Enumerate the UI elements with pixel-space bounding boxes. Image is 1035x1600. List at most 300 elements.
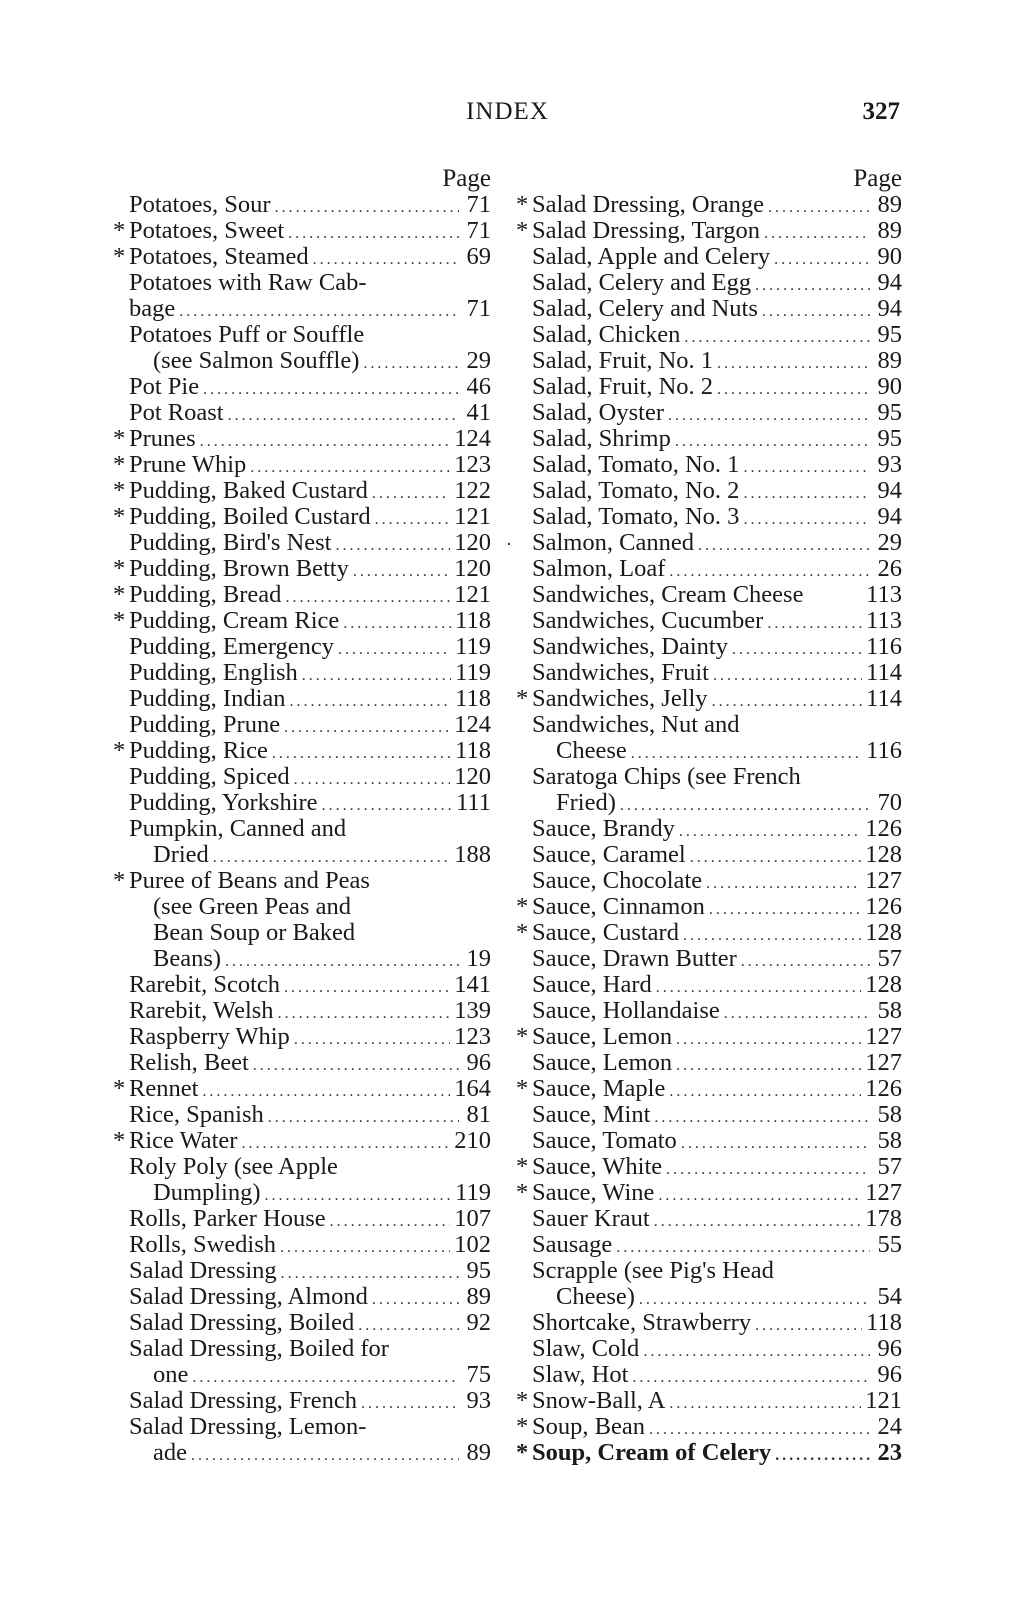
entry-text: Shortcake, Strawberry xyxy=(532,1309,752,1336)
index-entry xyxy=(516,608,902,634)
entry-text: Salad Dressing, Targon xyxy=(532,217,761,244)
entry-page-number: 120 xyxy=(454,555,491,582)
index-entry xyxy=(113,1284,491,1310)
index-entry xyxy=(113,530,491,556)
entry-text: Slaw, Hot xyxy=(532,1361,629,1388)
dot-leader xyxy=(658,1183,861,1209)
dot-leader xyxy=(275,195,459,221)
entry-page-number: 118 xyxy=(455,607,491,634)
entry-text: Scrapple (see Pig's Head xyxy=(532,1257,774,1284)
entry-page-number: 89 xyxy=(466,1439,491,1466)
dot-leader xyxy=(668,403,870,429)
entry-text: Sauce, Chocolate xyxy=(532,867,703,894)
entry-text: Salad, Apple and Celery xyxy=(532,243,771,270)
entry-text: Cheese) xyxy=(556,1283,635,1310)
entry-page-number: 23 xyxy=(877,1439,902,1466)
dot-leader xyxy=(294,1027,450,1053)
index-entry xyxy=(516,634,902,660)
entry-page-number: 93 xyxy=(466,1387,491,1414)
dot-leader xyxy=(272,741,451,767)
index-entry xyxy=(516,972,902,998)
dot-leader xyxy=(338,637,451,663)
entry-page-number: 164 xyxy=(454,1075,491,1102)
entry-marker: * xyxy=(113,243,126,270)
entry-page-number: 57 xyxy=(877,1153,902,1180)
entry-page-number: 127 xyxy=(865,1049,902,1076)
entry-marker: * xyxy=(516,919,529,946)
dot-leader xyxy=(654,1209,862,1235)
dot-leader xyxy=(681,1131,870,1157)
entry-page-number: 114 xyxy=(866,685,902,712)
entry-text: Bean Soup or Baked xyxy=(153,919,356,946)
entry-marker: * xyxy=(516,685,529,712)
dot-leader xyxy=(767,611,862,637)
entry-page-number: 111 xyxy=(456,789,491,816)
entry-text: Snow-Ball, A xyxy=(532,1387,666,1414)
dot-leader xyxy=(228,403,459,429)
entry-text: Slaw, Cold xyxy=(532,1335,640,1362)
dot-leader xyxy=(343,611,451,637)
entry-text: Sandwiches, Jelly xyxy=(532,685,708,712)
entry-text: Salad Dressing, Orange xyxy=(532,191,765,218)
entry-marker: * xyxy=(516,1439,529,1466)
entry-page-number: 41 xyxy=(466,399,491,426)
entry-text: Prune Whip xyxy=(129,451,247,478)
entry-text: Pudding, Cream Rice xyxy=(129,607,340,634)
index-entry xyxy=(113,920,491,946)
dot-leader xyxy=(669,1079,861,1105)
entry-text: Pudding, Bread xyxy=(129,581,282,608)
index-entry xyxy=(113,296,491,322)
entry-page-number: 128 xyxy=(865,841,902,868)
index-entry xyxy=(113,1024,491,1050)
dot-leader xyxy=(268,1105,459,1131)
index-entry xyxy=(113,634,491,660)
entry-page-number: 119 xyxy=(455,659,491,686)
index-entry xyxy=(113,582,491,608)
entry-marker: * xyxy=(516,1023,529,1050)
entry-text: (see Green Peas and xyxy=(153,893,351,920)
entry-page-number: 119 xyxy=(455,1179,491,1206)
index-entry xyxy=(113,270,491,296)
index-entry xyxy=(113,842,491,868)
entry-text: Salad Dressing, Lemon- xyxy=(129,1413,367,1440)
dot-leader xyxy=(288,221,459,247)
dot-leader xyxy=(724,1001,870,1027)
entry-marker: * xyxy=(113,477,126,504)
index-entry xyxy=(516,244,902,270)
entry-page-number: 90 xyxy=(877,243,902,270)
entry-page-number: 126 xyxy=(865,815,902,842)
entry-page-number: 94 xyxy=(877,503,902,530)
index-entry xyxy=(516,582,902,608)
entry-text: Sauce, Drawn Butter xyxy=(532,945,737,972)
dot-leader xyxy=(676,1053,861,1079)
index-entry xyxy=(113,1232,491,1258)
index-entry xyxy=(516,998,902,1024)
entry-text: Dried xyxy=(153,841,209,868)
entry-page-number: 58 xyxy=(877,997,902,1024)
index-entry xyxy=(516,374,902,400)
entry-page-number: 126 xyxy=(865,1075,902,1102)
entry-text: Salmon, Canned xyxy=(532,529,694,556)
index-entry xyxy=(113,1258,491,1284)
entry-page-number: 127 xyxy=(865,1179,902,1206)
dot-leader xyxy=(284,975,450,1001)
dot-leader xyxy=(335,533,450,559)
entry-marker: * xyxy=(516,1413,529,1440)
entry-text: Salad, Oyster xyxy=(532,399,664,426)
entry-text: Sauer Kraut xyxy=(532,1205,650,1232)
index-entry xyxy=(113,478,491,504)
entry-page-number: 89 xyxy=(877,217,902,244)
entry-text: bage xyxy=(129,295,176,322)
entry-text: Potatoes, Sweet xyxy=(129,217,285,244)
index-entry xyxy=(113,946,491,972)
index-entry xyxy=(516,1440,902,1466)
entry-text: Salad, Fruit, No. 1 xyxy=(532,347,714,374)
entry-text: Potatoes, Sour xyxy=(129,191,271,218)
dot-leader xyxy=(717,351,870,377)
index-entry xyxy=(113,1128,491,1154)
entry-text: Rarebit, Scotch xyxy=(129,971,281,998)
entry-page-number: 92 xyxy=(466,1309,491,1336)
entry-page-number: 119 xyxy=(455,633,491,660)
dot-leader xyxy=(363,351,459,377)
entry-text: Sauce, Cinnamon xyxy=(532,893,705,920)
dot-leader xyxy=(764,221,870,247)
entry-page-number: 120 xyxy=(454,529,491,556)
entry-text: Salad, Chicken xyxy=(532,321,681,348)
index-entry xyxy=(113,1362,491,1388)
entry-page-number: 102 xyxy=(454,1231,491,1258)
entry-text: Rolls, Swedish xyxy=(129,1231,277,1258)
entry-text: Sauce, White xyxy=(532,1153,663,1180)
entry-marker: * xyxy=(113,503,126,530)
entry-page-number: 127 xyxy=(865,867,902,894)
entry-text: Salad Dressing, Boiled for xyxy=(129,1335,389,1362)
entry-text: Sauce, Lemon xyxy=(532,1023,673,1050)
index-entry xyxy=(113,1206,491,1232)
entry-page-number: 89 xyxy=(877,347,902,374)
index-entry xyxy=(113,764,491,790)
dot-leader xyxy=(666,1157,870,1183)
entry-page-number: 75 xyxy=(466,1361,491,1388)
entry-text: Salad Dressing xyxy=(129,1257,277,1284)
entry-page-number: 81 xyxy=(466,1101,491,1128)
entry-page-number: 121 xyxy=(865,1387,902,1414)
entry-marker: * xyxy=(113,451,126,478)
index-entry xyxy=(516,1128,902,1154)
entry-page-number: 94 xyxy=(877,477,902,504)
entry-text: Sandwiches, Nut and xyxy=(532,711,740,738)
index-column-right xyxy=(516,166,902,1466)
dot-leader xyxy=(755,273,870,299)
entry-text: Sandwiches, Fruit xyxy=(532,659,709,686)
index-entry xyxy=(113,1180,491,1206)
entry-marker: * xyxy=(113,217,126,244)
entry-text: Cheese xyxy=(556,737,627,764)
entry-text: Pudding, English xyxy=(129,659,298,686)
entry-page-number: 121 xyxy=(454,581,491,608)
entry-page-number: 90 xyxy=(877,373,902,400)
index-entry xyxy=(516,1024,902,1050)
dot-leader xyxy=(741,949,870,975)
index-entry xyxy=(113,556,491,582)
index-entry xyxy=(113,1414,491,1440)
dot-leader xyxy=(302,663,451,689)
dot-leader xyxy=(768,195,870,221)
index-entry xyxy=(516,452,902,478)
index-entry xyxy=(113,504,491,530)
entry-marker: * xyxy=(113,1075,126,1102)
entry-page-number: 89 xyxy=(877,191,902,218)
entry-page-number: 94 xyxy=(877,269,902,296)
entry-marker: * xyxy=(516,1387,529,1414)
dot-leader xyxy=(732,637,862,663)
entry-page-number: 46 xyxy=(466,373,491,400)
entry-page-number: 178 xyxy=(865,1205,902,1232)
entry-page-number: 94 xyxy=(877,295,902,322)
entry-text: Salad Dressing, French xyxy=(129,1387,357,1414)
entry-text: Sauce, Maple xyxy=(532,1075,666,1102)
entry-page-number: 29 xyxy=(466,347,491,374)
entry-text: Sauce, Lemon xyxy=(532,1049,673,1076)
entry-page-number: 95 xyxy=(877,321,902,348)
index-entry xyxy=(113,608,491,634)
index-entry xyxy=(113,322,491,348)
entry-page-number: 69 xyxy=(466,243,491,270)
index-entry xyxy=(516,1206,902,1232)
page-column-label: Page xyxy=(853,165,902,192)
entry-page-number: 95 xyxy=(877,425,902,452)
index-entry xyxy=(113,1154,491,1180)
index-entry xyxy=(113,348,491,374)
entry-page-number: 123 xyxy=(454,1023,491,1050)
index-entry xyxy=(113,218,491,244)
dot-leader xyxy=(717,377,870,403)
index-entry xyxy=(113,1440,491,1466)
entry-page-number: 188 xyxy=(454,841,491,868)
dot-leader xyxy=(330,1209,451,1235)
entry-text: Pudding, Bird's Nest xyxy=(129,529,332,556)
index-entry xyxy=(516,400,902,426)
entry-text: Sandwiches, Dainty xyxy=(532,633,728,660)
index-entry xyxy=(113,244,491,270)
entry-page-number: 123 xyxy=(454,451,491,478)
entry-page-number: 116 xyxy=(866,737,902,764)
index-entry xyxy=(516,894,902,920)
index-entry xyxy=(113,192,491,218)
entry-text: Sauce, Mint xyxy=(532,1101,651,1128)
entry-page-number: 124 xyxy=(454,711,491,738)
index-entry xyxy=(113,686,491,712)
entry-text: ade xyxy=(153,1439,187,1466)
entry-marker: * xyxy=(113,607,126,634)
dot-leader xyxy=(679,819,861,845)
entry-page-number: 139 xyxy=(454,997,491,1024)
entry-text: Saratoga Chips (see French xyxy=(532,763,801,790)
entry-text: Sauce, Hard xyxy=(532,971,652,998)
entry-text: Pudding, Emergency xyxy=(129,633,335,660)
entry-page-number: 118 xyxy=(455,737,491,764)
entry-marker: * xyxy=(516,191,529,218)
index-entry xyxy=(516,270,902,296)
entry-text: Prunes xyxy=(129,425,196,452)
entry-text: Pudding, Spiced xyxy=(129,763,290,790)
index-entry xyxy=(113,1336,491,1362)
index-entry xyxy=(113,452,491,478)
entry-marker: * xyxy=(516,1153,529,1180)
entry-text: Roly Poly (see Apple xyxy=(129,1153,338,1180)
index-entry xyxy=(113,426,491,452)
entry-text: Sauce, Wine xyxy=(532,1179,655,1206)
index-entry xyxy=(516,1154,902,1180)
index-entry xyxy=(516,1414,902,1440)
index-entry xyxy=(516,1076,902,1102)
entry-marker: * xyxy=(516,893,529,920)
entry-text: Potatoes, Steamed xyxy=(129,243,309,270)
index-entry xyxy=(516,296,902,322)
entry-marker: * xyxy=(516,1075,529,1102)
index-entry xyxy=(516,816,902,842)
entry-marker: * xyxy=(113,581,126,608)
index-entry xyxy=(113,1388,491,1414)
entry-marker: * xyxy=(113,555,126,582)
index-entry xyxy=(516,1310,902,1336)
dot-leader xyxy=(191,1443,459,1469)
index-entry xyxy=(516,530,902,556)
index-entry xyxy=(516,738,902,764)
dot-leader xyxy=(698,533,870,559)
entry-marker: * xyxy=(113,737,126,764)
dot-leader xyxy=(676,1027,861,1053)
entry-text: Pudding, Rice xyxy=(129,737,268,764)
entry-text: Pumpkin, Canned and xyxy=(129,815,347,842)
page-header xyxy=(115,98,900,138)
entry-page-number: 128 xyxy=(865,919,902,946)
index-entry xyxy=(516,192,902,218)
index-entry xyxy=(113,738,491,764)
entry-text: Salad, Tomato, No. 3 xyxy=(532,503,740,530)
entry-marker: * xyxy=(516,1179,529,1206)
entry-text: Rice, Spanish xyxy=(129,1101,264,1128)
entry-text: Salad Dressing, Boiled xyxy=(129,1309,355,1336)
entry-page-number: 71 xyxy=(466,295,491,322)
index-entry xyxy=(516,426,902,452)
entry-text: Pudding, Baked Custard xyxy=(129,477,368,504)
entry-text: one xyxy=(153,1361,189,1388)
entry-text: Raspberry Whip xyxy=(129,1023,290,1050)
entry-page-number: 54 xyxy=(877,1283,902,1310)
entry-page-number: 70 xyxy=(877,789,902,816)
index-entry xyxy=(516,1362,902,1388)
index-entry xyxy=(516,1284,902,1310)
entry-text: Rennet xyxy=(129,1075,199,1102)
entry-text: Rice Water xyxy=(129,1127,238,1154)
entry-marker: * xyxy=(113,1127,126,1154)
dot-leader xyxy=(203,377,459,403)
index-entry xyxy=(113,1076,491,1102)
page-column-label: Page xyxy=(442,165,491,192)
entry-text: Sauce, Tomato xyxy=(532,1127,677,1154)
index-entry xyxy=(516,842,902,868)
entry-text: Sauce, Caramel xyxy=(532,841,686,868)
index-entry xyxy=(516,1180,902,1206)
index-entry xyxy=(113,998,491,1024)
entry-page-number: 96 xyxy=(466,1049,491,1076)
entry-page-number: 58 xyxy=(877,1127,902,1154)
dot-leader xyxy=(743,507,870,533)
entry-text: Relish, Beet xyxy=(129,1049,249,1076)
entry-text: Soup, Bean xyxy=(532,1413,645,1440)
entry-text: Pot Pie xyxy=(129,373,200,400)
index-entry xyxy=(516,478,902,504)
index-entry xyxy=(113,868,491,894)
index-entry xyxy=(113,660,491,686)
index-entry xyxy=(516,686,902,712)
index-entry xyxy=(516,790,902,816)
entry-text: Salad, Celery and Nuts xyxy=(532,295,758,322)
entry-page-number: 113 xyxy=(866,607,902,634)
entry-text: Salad, Tomato, No. 2 xyxy=(532,477,740,504)
dot-leader xyxy=(632,1365,870,1391)
entry-text: (see Salmon Souffle) xyxy=(153,347,360,374)
entry-text: Sandwiches, Cream Cheese xyxy=(532,581,804,608)
entry-page-number: 57 xyxy=(877,945,902,972)
entry-page-number: 210 xyxy=(454,1127,491,1154)
index-entry xyxy=(516,764,902,790)
dot-leader xyxy=(278,1001,451,1027)
index-entry xyxy=(516,1388,902,1414)
index-entry xyxy=(516,556,902,582)
index-entry xyxy=(113,400,491,426)
index-entry xyxy=(516,946,902,972)
index-entry xyxy=(516,920,902,946)
index-entry xyxy=(516,322,902,348)
entry-text: Pudding, Prune xyxy=(129,711,281,738)
entry-page-number: 24 xyxy=(877,1413,902,1440)
entry-page-number: 95 xyxy=(466,1257,491,1284)
index-entry xyxy=(113,1050,491,1076)
index-entry xyxy=(516,1258,902,1284)
index-entry xyxy=(516,1336,902,1362)
dot-leader xyxy=(654,1105,870,1131)
entry-text: Pudding, Indian xyxy=(129,685,286,712)
entry-text: Rarebit, Welsh xyxy=(129,997,274,1024)
index-entry xyxy=(516,348,902,374)
entry-text: Potatoes with Raw Cab- xyxy=(129,269,367,296)
entry-page-number: 96 xyxy=(877,1361,902,1388)
entry-marker: * xyxy=(113,425,126,452)
stray-mark: · xyxy=(506,534,512,554)
entry-page-number: 120 xyxy=(454,763,491,790)
entry-page-number: 95 xyxy=(877,399,902,426)
index-entry xyxy=(516,1102,902,1128)
dot-leader xyxy=(290,689,452,715)
dot-leader xyxy=(709,897,861,923)
dot-leader xyxy=(706,871,861,897)
index-column-left xyxy=(113,166,491,1466)
entry-page-number: 128 xyxy=(865,971,902,998)
entry-text: Soup, Cream of Celery xyxy=(532,1439,772,1466)
entry-text: Salad, Celery and Egg xyxy=(532,269,752,296)
entry-text: Salad, Tomato, No. 1 xyxy=(532,451,740,478)
entry-page-number: 126 xyxy=(865,893,902,920)
index-entry xyxy=(516,712,902,738)
entry-page-number: 93 xyxy=(877,451,902,478)
dot-leader xyxy=(284,715,450,741)
